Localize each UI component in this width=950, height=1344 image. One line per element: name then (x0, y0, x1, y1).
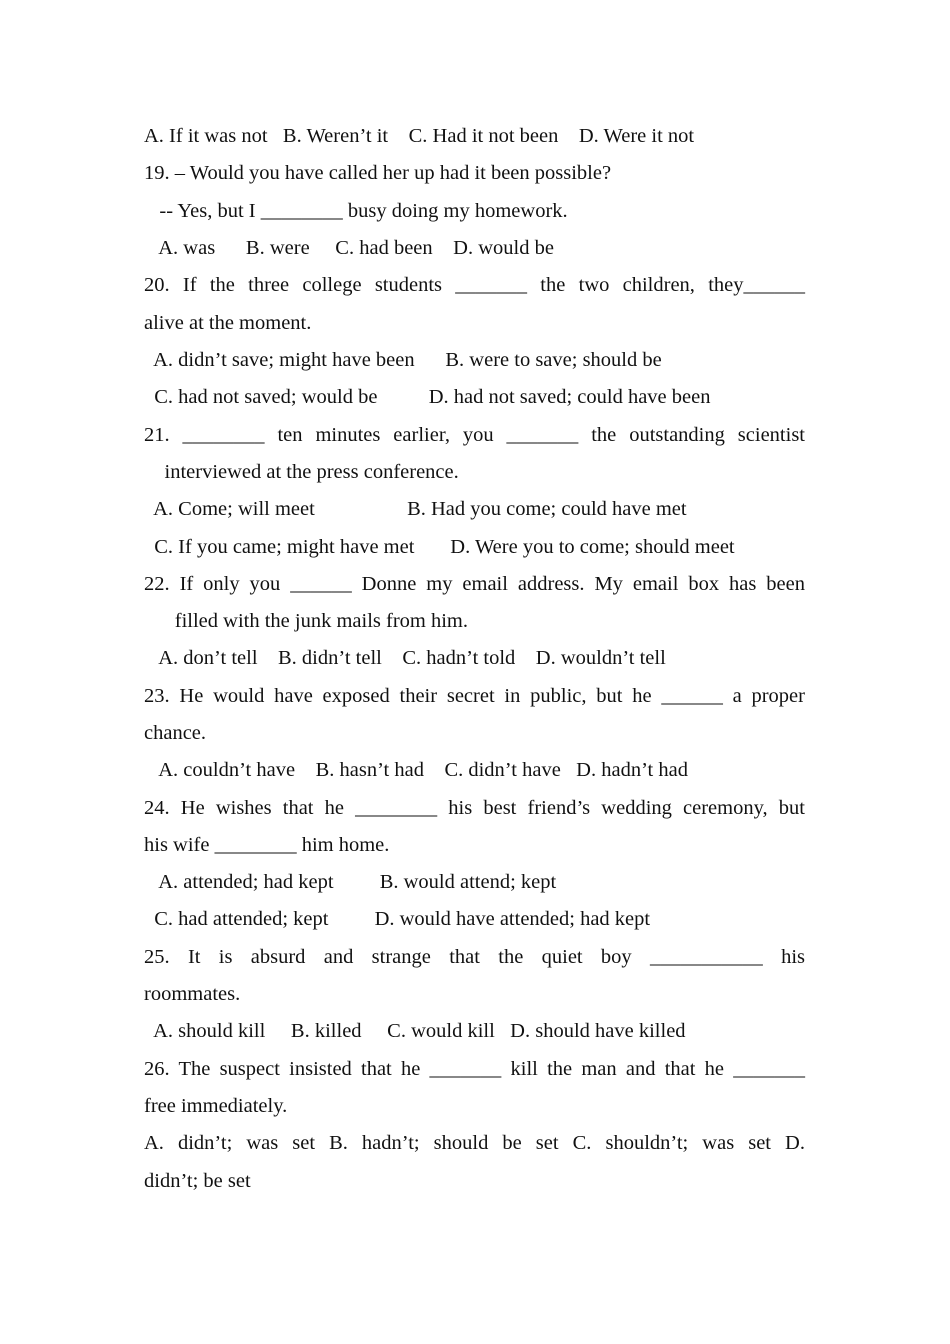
q19-options: A. was B. were C. had been D. would be (144, 237, 554, 259)
q26-stem-cont: free immediately. (144, 1095, 288, 1117)
q26-options-cont: didn’t; be set (144, 1170, 251, 1192)
q24-options-cd: C. had attended; kept D. would have attended; had kept (144, 908, 651, 930)
q26-options: A. didn’t; was set B. hadn’t; should be set C. shouldn’t; was set D. (144, 1132, 805, 1154)
q19-answer-line: -- Yes, but I ________ busy doing my homework. (144, 200, 568, 222)
q23-stem-cont: chance. (144, 722, 207, 744)
q19-stem: 19. – Would you have called her up had it been possible? (144, 162, 612, 184)
q23-stem: 23. He would have exposed their secret in public, but he ______ a proper (144, 685, 805, 707)
q24-stem: 24. He wishes that he ________ his best friend’s wedding ceremony, but (144, 797, 805, 819)
q22-stem-cont: filled with the junk mails from him. (144, 610, 468, 632)
q24-stem-cont: his wife ________ him home. (144, 834, 390, 856)
q21-options-cd: C. If you came; might have met D. Were you to come; should meet (144, 536, 735, 558)
q20-options-cd: C. had not saved; would be D. had not saved; could have been (144, 386, 711, 408)
q22-options: A. don’t tell B. didn’t tell C. hadn’t told D. wouldn’t tell (144, 647, 666, 669)
q20-stem: 20. If the three college students _______ the two children, they______ (144, 274, 805, 296)
q20-options-ab: A. didn’t save; might have been B. were to save; should be (144, 349, 662, 371)
q24-options-ab: A. attended; had kept B. would attend; kept (144, 871, 557, 893)
q25-options: A. should kill B. killed C. would kill D. should have killed (144, 1020, 686, 1042)
q25-stem-cont: roommates. (144, 983, 241, 1005)
q21-options-ab: A. Come; will meet B. Had you come; could have met (144, 498, 687, 520)
q26-stem: 26. The suspect insisted that he _______ kill the man and that he _______ (144, 1058, 805, 1080)
q25-stem: 25. It is absurd and strange that the quiet boy ___________ his (144, 946, 805, 968)
q21-stem-cont: interviewed at the press conference. (144, 461, 459, 483)
q21-stem: 21. ________ ten minutes earlier, you _______ the outstanding scientist (144, 424, 805, 446)
q18-options: A. If it was not B. Weren’t it C. Had it not been D. Were it not (144, 125, 695, 147)
q22-stem: 22. If only you ______ Donne my email address. My email box has been (144, 573, 805, 595)
q20-stem-cont: alive at the moment. (144, 312, 312, 334)
q23-options: A. couldn’t have B. hasn’t had C. didn’t have D. hadn’t had (144, 759, 688, 781)
